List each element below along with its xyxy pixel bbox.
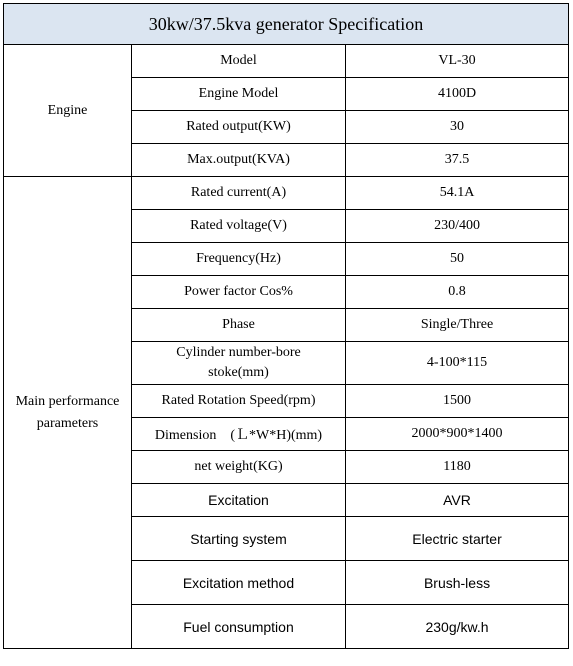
section-label-line: parameters: [36, 415, 99, 431]
param-cell: Power factor Cos%: [132, 276, 346, 309]
param-cell: Fuel consumption: [132, 605, 346, 649]
table-title: 30kw/37.5kva generator Specification: [4, 4, 569, 45]
param-cell: Model: [132, 45, 346, 78]
title-row: [4, 4, 569, 45]
param-cell: Dimension (Ｌ*W*H)(mm): [132, 418, 346, 451]
value-cell: AVR: [346, 484, 569, 517]
value-cell: 2000*900*1400: [346, 418, 569, 451]
value-cell: 230/400: [346, 210, 569, 243]
value-cell: 54.1A: [346, 177, 569, 210]
value-cell: Electric starter: [346, 517, 569, 561]
param-cell: Phase: [132, 309, 346, 342]
param-cell: Max.output(KVA): [132, 144, 346, 177]
table-row: [4, 45, 569, 78]
param-cell: net weight(KG): [132, 451, 346, 484]
value-cell: Brush-less: [346, 561, 569, 605]
param-cell: Rated current(A): [132, 177, 346, 210]
section-label-engine: Engine: [4, 45, 132, 177]
value-cell: 4100D: [346, 78, 569, 111]
param-cell: Rated Rotation Speed(rpm): [132, 385, 346, 418]
value-cell: 50: [346, 243, 569, 276]
param-cell: [132, 342, 346, 385]
param-line: stoke(mm): [208, 365, 269, 380]
section-label-performance: [4, 177, 132, 649]
param-cell: Excitation: [132, 484, 346, 517]
value-cell: 0.8: [346, 276, 569, 309]
param-line: Cylinder number-bore: [176, 345, 301, 360]
value-cell: 37.5: [346, 144, 569, 177]
section-label-line: Main performance: [15, 393, 120, 409]
value-cell: 230g/kw.h: [346, 605, 569, 649]
specification-table: [3, 3, 569, 649]
value-cell: VL-30: [346, 45, 569, 78]
param-cell: Engine Model: [132, 78, 346, 111]
param-cell: Frequency(Hz): [132, 243, 346, 276]
param-cell: Starting system: [132, 517, 346, 561]
value-cell: 1180: [346, 451, 569, 484]
table-row: [4, 177, 569, 210]
value-cell: 30: [346, 111, 569, 144]
param-cell: Rated voltage(V): [132, 210, 346, 243]
value-cell: 4-100*115: [346, 342, 569, 385]
param-cell: Rated output(KW): [132, 111, 346, 144]
value-cell: 1500: [346, 385, 569, 418]
value-cell: Single/Three: [346, 309, 569, 342]
param-cell: Excitation method: [132, 561, 346, 605]
